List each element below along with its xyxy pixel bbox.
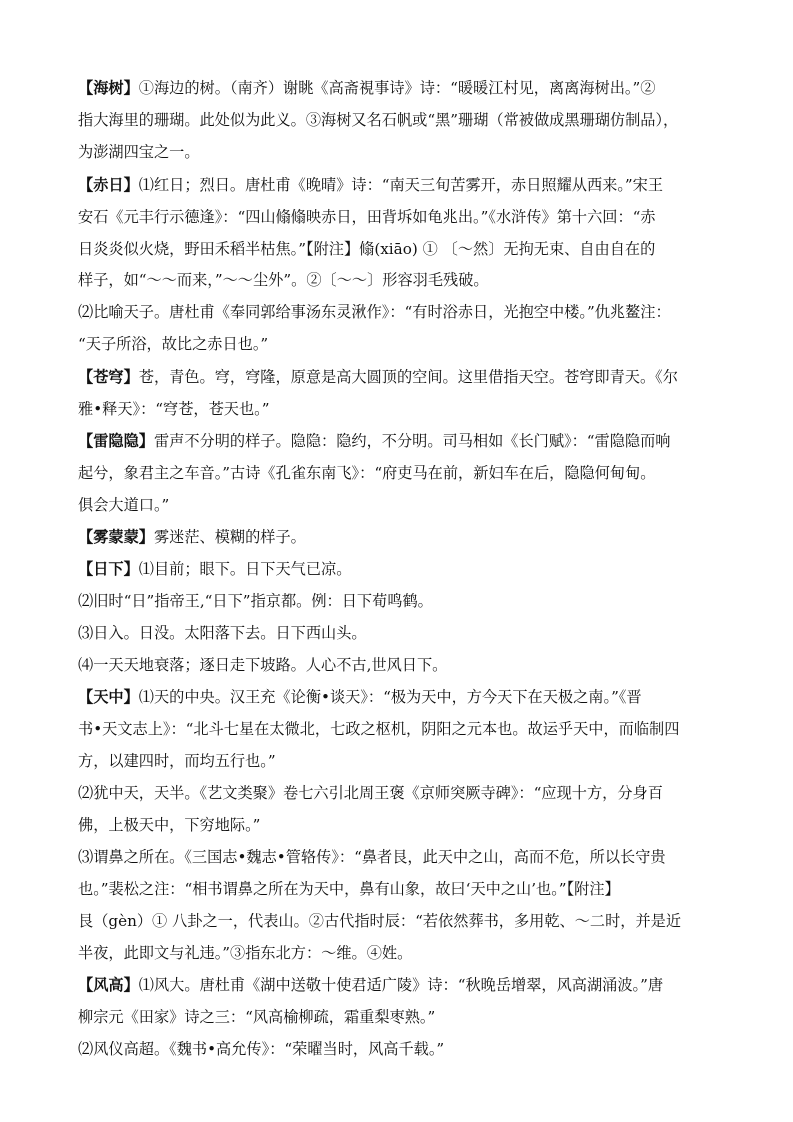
- entry-line: ⑶谓鼻之所在。《三国志•魏志•管辂传》：“鼻者艮，此天中之山，高而不危，所以长守贵: [78, 848, 666, 866]
- entry-line: 安石《元丰行示德逢》：“四山翛翛映赤日，田背坼如龟兆出。”《水浒传》第十六回：“赤: [78, 208, 656, 226]
- entry-text: ①海边的树。（南齐）谢眺《高斋視事诗》诗：“暖暖江村见，离离海树出。”②: [138, 79, 656, 97]
- entry-line: [78, 429, 670, 453]
- entry-line: “天子所浴，故比之赤日也。”: [78, 335, 269, 353]
- entry-line: ⑵旧时“日”指帝王,“日下”指京都。例：日下荀鸣鹤。: [78, 592, 433, 610]
- entry-term: 【雾蒙蒙】: [78, 528, 154, 546]
- entry-line: [78, 557, 351, 581]
- entry-line: 书•天文志上》：“北斗七星在太微北，七政之枢机，阴阳之元本也。故运乎天中，而临制四: [78, 720, 680, 738]
- entry-line: [78, 76, 655, 100]
- entry-term: 【风高】: [78, 976, 139, 994]
- entry-line: 佛，上极天中，下穷地际。”: [78, 816, 261, 834]
- entry-line: 起兮，象君主之车音。”古诗《孔雀东南飞》：“府吏马在前，新妇车在后，隐隐何甸甸。: [78, 464, 656, 482]
- entry-text: ⑴天的中央。汉王充《论衡•谈天》：“极为天中，方今天下在天极之南。”《晋: [138, 688, 642, 706]
- entry-line: [78, 685, 642, 709]
- entry-line: ⑵犹中天，天半。《艺文类聚》卷七六引北周王褒《京师突厥寺碑》：“应现十方，分身百: [78, 784, 663, 802]
- entry-line: 方，以建四时，而均五行也。”: [78, 752, 276, 770]
- entry-text: 雷声不分明的样子。隐隐：隐约，不分明。司马相如《长门赋》：“雷隐隐而响: [153, 432, 671, 450]
- entry-term: 【海树】: [78, 79, 139, 97]
- entry-term: 【雷隐隐】: [78, 432, 154, 450]
- entry-line: 雅•释天》：“穹苍，苍天也。”: [78, 400, 270, 418]
- entry-term: 【赤日】: [78, 176, 139, 194]
- entry-line: 半夜，此即文与礼违。”③指东北方：～维。④姓。: [78, 944, 413, 962]
- entry-line: 为澎湖四宝之一。: [78, 143, 200, 161]
- entry-line: ⑶日入。日没。太阳落下去。日下西山头。: [78, 624, 367, 642]
- entry-line: 样子，如“～～而来，”～～尘外”。②〔～～〕形容羽毛残破。: [78, 271, 489, 289]
- entry-line: [78, 365, 678, 389]
- entry-line: 柳宗元《田家》诗之三：“风高榆柳疏，霜重梨枣熟。”: [78, 1008, 436, 1026]
- entry-text: ⑴风大。唐杜甫《湖中送敬十使君适广陵》诗：“秋晚岳增翠，风高湖涌波。”唐: [138, 976, 664, 994]
- entry-line: ⑷一天天地衰落；逐日走下坡路。人心不古,世风日下。: [78, 656, 448, 674]
- entry-text: 苍，青色。穹，穹隆，原意是高大圆顶的空间。这里借指天空。苍穹即青天。《尔: [138, 368, 678, 386]
- entry-line: [78, 173, 663, 197]
- entry-line: ⑵风仪高超。《魏书•高允传》：“荣曜当时，风高千载。”: [78, 1040, 445, 1058]
- entry-line: 俱会大道口。”: [78, 496, 170, 514]
- entry-line: 指大海里的珊瑚。此处似为此义。③海树又名石帆或“黑”珊瑚（常被做成黑珊瑚仿制品），: [78, 111, 679, 129]
- entry-text: ⑴目前；眼下。日下天气已凉。: [138, 560, 352, 578]
- entry-line: 也。”裴松之注：“相书谓鼻之所在为天中，鼻有山象，故曰‘天中之山’也。”【附注】: [78, 880, 620, 898]
- entry-term: 【天中】: [78, 688, 139, 706]
- entry-term: 【苍穹】: [78, 368, 139, 386]
- entry-line: 艮（gèn）① 八卦之一，代表山。②古代指时辰：“若依然葬书，多用乾、～二时，并是近: [78, 912, 682, 930]
- entry-line: 日炎炎似火烧，野田禾稻半枯焦。”【附注】翛(xiāo) ① 〔～然〕无拘无束、自由自在的: [78, 240, 656, 258]
- entry-text: 雾迷茫、模糊的样子。: [153, 528, 306, 546]
- entry-line: [78, 973, 663, 997]
- entry-term: 【日下】: [78, 560, 139, 578]
- entry-line: ⑵比喻天子。唐杜甫《奉同郭给事汤东灵湫作》：“有时浴赤日，光抱空中楼。”仇兆鳌注：: [78, 303, 671, 321]
- entry-line: [78, 525, 306, 549]
- entry-text: ⑴红日；烈日。唐杜甫《晚晴》诗：“南天三旬苦雾开，赤日照耀从西来。”宋王: [138, 176, 664, 194]
